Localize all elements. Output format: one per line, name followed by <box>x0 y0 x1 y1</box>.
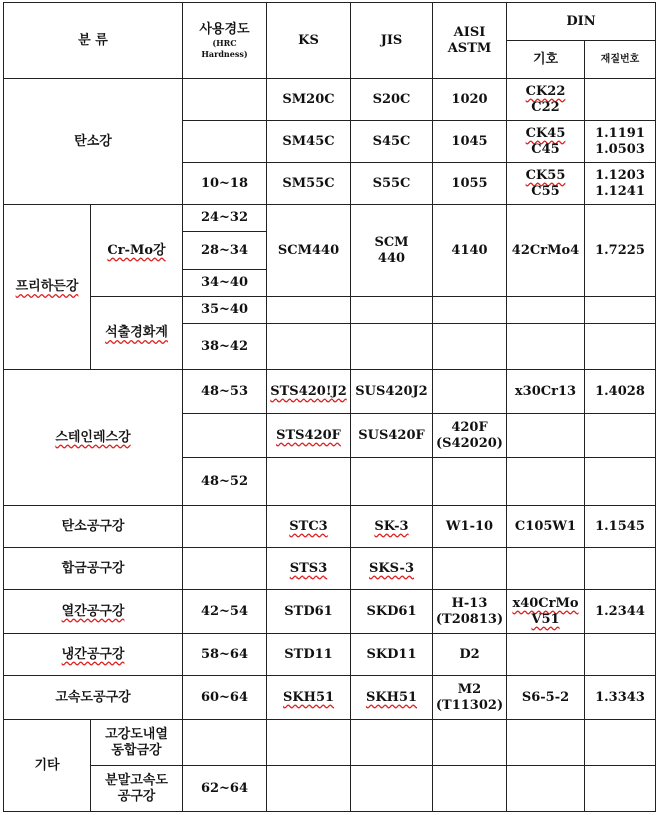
header-ks: KS <box>267 3 351 79</box>
cell-ks <box>267 766 351 812</box>
cell-din-symbol: x30Cr13 <box>507 370 585 414</box>
group-carbon-tool: 탄소공구강 <box>4 506 183 548</box>
group-cold-work <box>4 634 183 676</box>
header-aisi: AISI <box>453 24 486 40</box>
cell-din-no <box>585 297 656 324</box>
cell-jis <box>351 458 433 506</box>
cell-din-no <box>585 163 656 205</box>
cell-din-no: 1.2344 <box>585 590 656 634</box>
cell-aisi-1: 420F <box>451 419 488 435</box>
cell-aisi <box>433 414 507 458</box>
header-hardness-title: 사용경도 <box>199 21 250 37</box>
cell-jis-label: SKH51 <box>365 689 418 705</box>
cell-jis <box>351 548 433 590</box>
cell-din-symbol <box>507 458 585 506</box>
group-other: 기타 <box>4 720 91 812</box>
cell-din-symbol <box>507 634 585 676</box>
cell-ks <box>267 720 351 766</box>
cell-jis <box>351 676 433 720</box>
cell-aisi: W1-10 <box>433 506 507 548</box>
cell-ks <box>267 548 351 590</box>
header-aisi-astm <box>433 3 507 79</box>
cell-ks <box>267 370 351 414</box>
cell-jis: SUS420F <box>351 414 433 458</box>
cell-din-no-1: 1.1203 <box>595 167 645 183</box>
cell-din-no-1: 1.1191 <box>595 125 645 141</box>
group-hot-work <box>4 590 183 634</box>
cell-din-no <box>585 121 656 163</box>
cell-hardness: 62~64 <box>183 766 267 812</box>
cell-jis <box>351 720 433 766</box>
cell-hardness: 34~40 <box>183 270 267 297</box>
cell-din-symbol-2: C22 <box>531 99 560 115</box>
cell-ks <box>267 414 351 458</box>
cell-hardness <box>183 548 267 590</box>
subgroup-cr-mo-label: Cr-Mo강 <box>107 242 166 258</box>
cell-hardness <box>183 506 267 548</box>
cell-jis <box>351 506 433 548</box>
cell-hardness <box>183 720 267 766</box>
cell-hardness: 10~18 <box>183 163 267 205</box>
cell-aisi <box>433 370 507 414</box>
group-high-speed: 고속도공구강 <box>4 676 183 720</box>
cell-aisi-2: (S42020) <box>436 435 503 451</box>
cell-jis-2: 440 <box>377 250 406 266</box>
cell-aisi: 1020 <box>433 79 507 121</box>
cell-ks <box>267 297 351 324</box>
cell-din-symbol-1: CK22 <box>525 83 566 99</box>
cell-hardness: 28~34 <box>183 232 267 270</box>
cell-din-no <box>585 324 656 370</box>
cell-aisi-1: M2 <box>457 681 482 697</box>
cell-hardness: 35~40 <box>183 297 267 324</box>
cell-ks-label: SKH51 <box>282 689 335 705</box>
cell-din-no <box>585 414 656 458</box>
cell-ks-label: STS420!J2 <box>270 383 347 399</box>
cell-jis: SUS420J2 <box>351 370 433 414</box>
cell-ks: STD61 <box>267 590 351 634</box>
cell-din-no-2: 1.0503 <box>595 141 645 157</box>
cell-hardness: 60~64 <box>183 676 267 720</box>
cell-din-no <box>585 458 656 506</box>
cell-hardness <box>183 79 267 121</box>
group-stainless-label: 스테인레스강 <box>55 429 131 445</box>
subgroup-powder-hss-l1: 분말고속도 <box>105 772 168 788</box>
cell-jis <box>351 766 433 812</box>
cell-hardness: 42~54 <box>183 590 267 634</box>
cell-din-no: 1.4028 <box>585 370 656 414</box>
cell-jis: SKD11 <box>351 634 433 676</box>
cell-hardness: 48~53 <box>183 370 267 414</box>
cell-hardness: 48~52 <box>183 458 267 506</box>
subgroup-cr-mo <box>91 205 183 297</box>
cell-hardness <box>183 121 267 163</box>
cell-aisi: 1055 <box>433 163 507 205</box>
cell-jis: S55C <box>351 163 433 205</box>
header-hardness-sub1: (HRC <box>212 37 237 48</box>
cell-hardness: 38~42 <box>183 324 267 370</box>
header-category: 분 류 <box>4 3 183 79</box>
header-din-material-no: 재질번호 <box>585 41 656 79</box>
cell-aisi <box>433 676 507 720</box>
cell-ks: SCM440 <box>267 205 351 297</box>
cell-din-symbol <box>507 548 585 590</box>
cell-din-symbol <box>507 720 585 766</box>
cell-din-no <box>585 720 656 766</box>
cell-din-no: 1.3343 <box>585 676 656 720</box>
cell-din-symbol: 42CrMo4 <box>507 205 585 297</box>
cell-din-no <box>585 634 656 676</box>
group-stainless <box>4 370 183 506</box>
cell-aisi-1: H-13 <box>451 595 488 611</box>
cell-aisi: D2 <box>433 634 507 676</box>
subgroup-precipitation-label: 석출경화계 <box>105 325 168 340</box>
cell-aisi <box>433 720 507 766</box>
cell-din-no <box>585 766 656 812</box>
subgroup-powder-hss <box>91 766 183 812</box>
cell-din-symbol <box>507 766 585 812</box>
cell-din-symbol-1: CK55 <box>525 167 566 183</box>
header-din: DIN <box>507 3 656 41</box>
cell-aisi: 1045 <box>433 121 507 163</box>
cell-jis: SKD61 <box>351 590 433 634</box>
group-prehardened-label: 프리하든강 <box>15 279 79 294</box>
subgroup-high-strength-l1: 고강도내열 <box>105 726 168 742</box>
cell-jis-label: SK-3 <box>374 518 409 534</box>
cell-aisi <box>433 590 507 634</box>
cell-ks-label: STS3 <box>289 560 328 576</box>
cell-hardness: 58~64 <box>183 634 267 676</box>
cell-jis <box>351 324 433 370</box>
cell-din-no <box>585 548 656 590</box>
cell-aisi-2: (T11302) <box>435 697 504 713</box>
subgroup-high-strength <box>91 720 183 766</box>
header-jis: JIS <box>351 3 433 79</box>
cell-jis: S20C <box>351 79 433 121</box>
cell-din-symbol-1: x40CrMo <box>512 595 579 611</box>
cell-din-no <box>585 79 656 121</box>
cell-jis-1: SCM <box>374 234 409 250</box>
cell-din-symbol <box>507 163 585 205</box>
cell-jis <box>351 297 433 324</box>
cell-aisi: 4140 <box>433 205 507 297</box>
cell-din-no: 1.7225 <box>585 205 656 297</box>
group-carbon-steel: 탄소강 <box>4 79 183 205</box>
steel-comparison-table <box>3 2 656 812</box>
cell-hardness: 24~32 <box>183 205 267 232</box>
cell-din-symbol-1: CK45 <box>525 125 566 141</box>
cell-jis-label: SKS-3 <box>369 560 414 576</box>
cell-aisi-2: (T20813) <box>435 611 504 627</box>
group-prehardened <box>4 205 91 370</box>
cell-ks: SM55C <box>267 163 351 205</box>
cell-din-symbol <box>507 297 585 324</box>
cell-ks <box>267 506 351 548</box>
cell-hardness <box>183 414 267 458</box>
cell-ks: SM45C <box>267 121 351 163</box>
cell-aisi <box>433 297 507 324</box>
cell-din-no: 1.1545 <box>585 506 656 548</box>
cell-jis <box>351 205 433 297</box>
header-hardness-sub2: Hardness) <box>201 48 248 59</box>
cell-ks <box>267 676 351 720</box>
cell-din-symbol <box>507 414 585 458</box>
cell-ks <box>267 458 351 506</box>
subgroup-high-strength-l2: 동합금강 <box>111 742 162 758</box>
subgroup-powder-hss-l2: 공구강 <box>117 788 156 804</box>
cell-din-symbol-2: C55 <box>531 183 560 199</box>
cell-ks <box>267 324 351 370</box>
cell-ks-label: STC3 <box>289 518 328 534</box>
cell-din-symbol <box>507 324 585 370</box>
header-astm: ASTM <box>447 40 492 56</box>
header-din-symbol: 기호 <box>507 41 585 79</box>
cell-din-symbol <box>507 79 585 121</box>
group-alloy-tool: 합금공구강 <box>4 548 183 590</box>
cell-ks-label: STS420F <box>276 427 341 443</box>
cell-din-symbol: C105W1 <box>507 506 585 548</box>
group-hot-work-label: 열간공구강 <box>61 603 125 619</box>
cell-aisi <box>433 766 507 812</box>
cell-din-symbol: S6-5-2 <box>507 676 585 720</box>
cell-jis: S45C <box>351 121 433 163</box>
cell-din-symbol <box>507 590 585 634</box>
cell-din-no-2: 1.1241 <box>595 183 645 199</box>
cell-aisi <box>433 548 507 590</box>
cell-ks: SM20C <box>267 79 351 121</box>
subgroup-precipitation <box>91 297 183 370</box>
cell-din-symbol <box>507 121 585 163</box>
cell-aisi <box>433 458 507 506</box>
cell-din-symbol-2: C45 <box>531 141 560 157</box>
cell-ks: STD11 <box>267 634 351 676</box>
group-cold-work-label: 냉간공구강 <box>61 646 125 662</box>
header-hardness <box>183 3 267 79</box>
cell-aisi <box>433 324 507 370</box>
cell-din-symbol-2: V51 <box>531 611 560 627</box>
